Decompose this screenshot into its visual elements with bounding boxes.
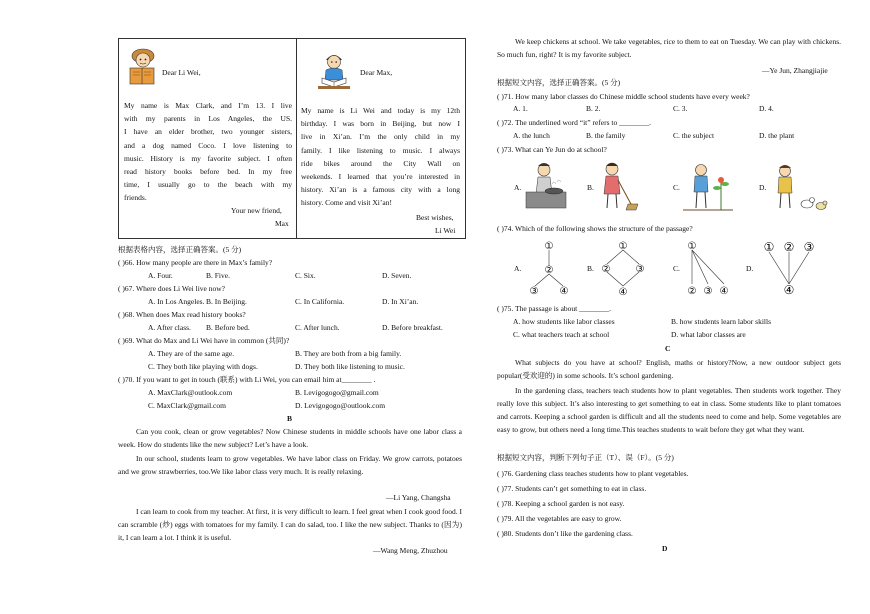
q75-option-b[interactable]: B. how students learn labor skills [671,317,771,326]
planting-illustration [683,160,733,212]
q74-option-b[interactable]: B. [587,264,594,273]
q66-option-c[interactable]: C. Six. [295,271,316,280]
q74-option-a[interactable]: A. [514,264,522,273]
q67-option-b[interactable]: B. In Beijing. [206,297,247,306]
q71-option-b[interactable]: B. 2. [586,104,601,113]
q70-option-b[interactable]: B. Levigogogo@gmail.com [295,388,379,397]
structure-diagram-a [526,240,572,296]
b-paragraph-3: I can learn to cook from my teacher. At first, it is very difficult to learn. I feel great when I cook good food. I can scramble (炒) eggs with tomatoes for my family. I can do salad, too. I like the new subject. Thanks to (因为) it, I can learn a lot. I think it is useful. [118,507,463,542]
c-paragraph-1: What subjects do you have at school? English, maths or history?Now, a new outdoor subject gets popular(受欢迎的) in some schools. It’s school gardening. [497,358,841,380]
q71-option-a[interactable]: A. 1. [513,104,528,113]
c-paragraph-2: In the gardening class, teachers teach students how to plant vegetables. Then students work together. They really love this subject. It’s also interesting to get something to eat in class. Some students like to plant tomatoes and carrots. Keeping a school garden is difficult and all the students need to come and help. Some vegetables are easy to grow, but others need a long time.This teaches students to wait before they get what they want. [497,386,841,434]
b-paragraph-2: In our school, students learn to grow vegetables. We have labor class on Friday. We grow carrots, potatoes and we grow strawberries, too.We like labor class very much. It is really relaxing. [118,454,462,476]
q68-option-a[interactable]: A. After class. [148,323,191,332]
section-b-instructions: 根据短文内容，选择正确答案。(5 分) [497,78,621,87]
letter-line: birthday. I was born in Beijing, but now I [301,119,460,129]
q70-stem: ( )70. If you want to get in touch (联系) with Li Wei, you can email him at________ . [118,375,376,384]
letter-left-greeting: Dear Li Wei, [162,68,201,77]
tree-node-1: ① [687,241,697,252]
tree-node-2: ② [601,264,611,275]
q68-option-c[interactable]: C. After lunch. [295,323,340,332]
q66-option-b[interactable]: B. Five. [206,271,230,280]
q68-option-d[interactable]: D. Before breakfast. [382,323,443,332]
q67-option-a[interactable]: A. In Los Angeles. [148,297,205,306]
q75-option-a[interactable]: A. how students like labor classes [513,317,615,326]
letter-line: with my parents in Los Angeles, the US. [124,114,292,124]
q75-option-d[interactable]: D. what labor classes are [671,330,746,339]
q70-option-a[interactable]: A. MaxClark@outlook.com [148,388,233,397]
letter-line: history. Come and visit Xi’an! [301,198,392,208]
q68-stem: ( )68. When does Max read history books? [118,310,246,319]
tree-node-1: ① [763,240,775,254]
q69-option-b[interactable]: B. They are both from a big family. [295,349,402,358]
tf-question-80: ( )80. Students don’t like the gardening class. [497,529,633,538]
letter-left-closing: Your new friend, [231,206,282,215]
tree-node-2: ② [783,240,795,254]
section-a-instructions: 根据表格内容，选择正确答案。(5 分) [118,245,242,254]
q67-stem: ( )67. Where does Li Wei live now? [118,284,226,293]
letter-right-body [301,104,460,210]
b-signature-1: —Li Yang, Changsha [386,493,451,502]
q69-option-c[interactable]: C. They both like playing with dogs. [148,362,258,371]
q70-option-c[interactable]: C. MaxClark@gmail.com [148,401,226,410]
q68-option-b[interactable]: B. Before bed. [206,323,250,332]
letter-right-signature: Li Wei [435,226,456,235]
section-c-instructions: 根据短文内容，判断下列句子正（T）、误（F）。(5 分) [497,453,674,462]
tree-node-3: ③ [635,264,645,275]
tree-node-4: ④ [719,286,729,296]
q75-option-c[interactable]: C. what teachers teach at school [513,330,610,339]
tree-node-1: ① [618,241,628,252]
q73-option-a[interactable]: A. [514,183,522,192]
q72-option-b[interactable]: B. the family [586,131,626,140]
letter-line: live in Xi’an. I’m the only child in my [301,132,460,142]
tf-question-76: ( )76. Gardening class teaches students how to plant vegetables. [497,469,689,478]
q74-option-d[interactable]: D. [746,264,754,273]
q71-stem: ( )71. How many labor classes do Chinese middle school students have every week? [497,92,750,101]
chickens-illustration [771,162,829,212]
tree-node-3: ③ [529,286,539,296]
q74-option-c[interactable]: C. [673,264,680,273]
letter-line: music. History is my favorite subject. I often [124,153,292,163]
tree-node-4: ④ [559,286,569,296]
tree-node-3: ③ [803,240,815,254]
q67-option-d[interactable]: D. In Xi’an. [382,297,419,306]
letter-line: read history books before bed. In my free [124,167,292,177]
q73-option-d[interactable]: D. [759,183,767,192]
letter-line: and a dog named Coco. I love listening to [124,140,292,150]
section-d-label: D [662,544,668,553]
q72-option-a[interactable]: A. the lunch [513,131,550,140]
boy-reading-illustration [125,44,159,88]
tf-question-79: ( )79. All the vegetables are easy to grow. [497,514,622,523]
letter-line: My name is Max Clark, and I’m 13. I live [124,101,292,110]
q70-option-d[interactable]: D. Levigogogo@outlook.com [295,401,386,410]
q72-option-c[interactable]: C. the subject [673,131,715,140]
tree-node-3: ③ [703,286,713,296]
q71-option-c[interactable]: C. 3. [673,104,688,113]
q71-option-d[interactable]: D. 4. [759,104,774,113]
q69-option-a[interactable]: A. They are of the same age. [148,349,235,358]
q72-option-d[interactable]: D. the plant [759,131,795,140]
letter-line: My name is Li Wei and today is my 12th [301,106,460,115]
letters-divider [296,39,297,238]
letter-left-signature: Max [275,219,289,228]
letter-line: friends. [124,193,147,203]
q69-stem: ( )69. What do Max and Li Wei have in common (共同)? [118,336,290,345]
tf-question-78: ( )78. Keeping a school garden is not easy. [497,499,625,508]
b-paragraph-1: Can you cook, clean or grow vegetables? Now Chinese students in middle schools have one labor class a week. How do students like the new subject? Let’s have a look. [118,427,462,449]
tree-node-4: ④ [618,287,628,296]
q73-option-c[interactable]: C. [673,183,680,192]
structure-diagram-c [683,240,733,296]
q73-option-b[interactable]: B. [587,183,594,192]
tree-node-4: ④ [783,283,795,296]
structure-diagram-d [760,240,818,296]
q66-option-d[interactable]: D. Seven. [382,271,412,280]
q73-stem: ( )73. What can Ye Jun do at school? [497,145,607,154]
tree-node-2: ② [544,265,554,276]
q66-stem: ( )66. How many people are there in Max’s family? [118,258,273,267]
q67-option-c[interactable]: C. In California. [295,297,345,306]
letter-line: history. Xi’an is a famous city with a long [301,185,460,195]
b-paragraph-4: We keep chickens at school. We take vegetables, rice to them to eat on Tuesday. We can play with chickens. So much fun, right? It is my favorite subject. [497,37,841,59]
letter-right-closing: Best wishes, [416,213,454,222]
cooking-illustration [524,160,570,212]
boy-at-desk-illustration [316,50,352,90]
tree-node-2: ② [687,286,697,296]
structure-diagram-b [598,240,648,296]
q74-stem: ( )74. Which of the following shows the structure of the passage? [497,224,693,233]
q66-option-a[interactable]: A. Four. [148,271,173,280]
letter-right-greeting: Dear Max, [360,68,393,77]
letter-line: time, I usually go to the beach with my [124,180,292,190]
tf-question-77: ( )77. Students can’t get something to eat in class. [497,484,647,493]
b-signature-3: —Ye Jun, Zhangjiajie [762,66,828,75]
letter-line: ride bikes around the City Wall on [301,158,460,168]
b-signature-2: —Wang Meng, Zhuzhou [373,546,448,555]
tree-node-1: ① [544,241,554,252]
section-c-label: C [665,344,671,353]
q69-option-d[interactable]: D. They both like listening to music. [295,362,405,371]
cleaning-illustration [596,160,640,212]
q75-stem: ( )75. The passage is about ________. [497,304,612,313]
q72-stem: ( )72. The underlined word “it” refers to ________. [497,118,651,127]
letter-line: weekends. I learned that you’re interested in [301,172,460,182]
section-b-label: B [287,414,293,423]
letter-line: I have an elder brother, two younger sisters, [124,127,292,137]
letter-left-body [124,99,292,205]
letter-line: family. I like listening to music. I always [301,145,460,155]
